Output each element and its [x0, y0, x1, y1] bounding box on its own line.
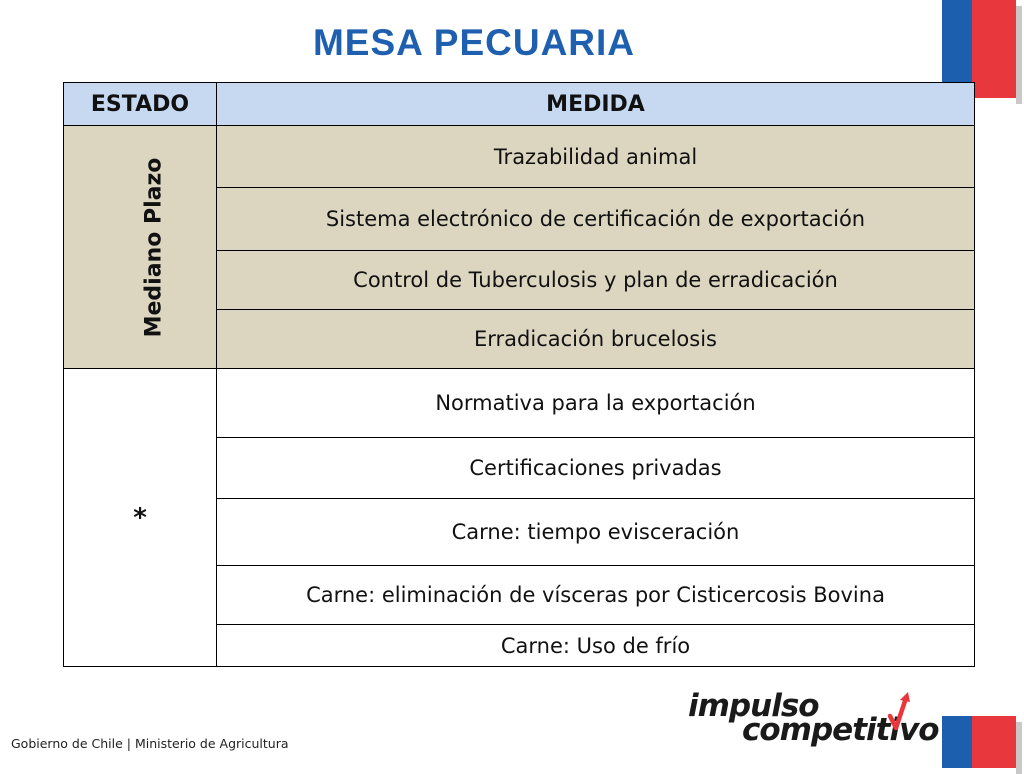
estado-label: * [133, 502, 147, 533]
checkmark-arrow-icon [886, 690, 912, 734]
footer-text: Gobierno de Chile | Ministerio de Agricultura [11, 736, 289, 751]
header-estado: ESTADO [64, 83, 217, 126]
medida-cell: Sistema electrónico de certificación de exportación [217, 188, 975, 251]
impulso-competitivo-logo [688, 688, 939, 748]
medida-cell: Trazabilidad animal [217, 126, 975, 188]
table-header-row [64, 83, 975, 126]
medida-cell: Normativa para la exportación [217, 369, 975, 438]
table-row [64, 126, 975, 188]
header-medida: MEDIDA [217, 83, 975, 126]
medida-cell: Certificaciones privadas [217, 438, 975, 499]
page-title: MESA PECUARIA [312, 22, 636, 63]
measures-table [63, 82, 975, 667]
logo-line2: competitivo [742, 712, 939, 748]
medida-cell: Carne: tiempo evisceración [217, 499, 975, 566]
medida-cell: Carne: Uso de frío [217, 625, 975, 667]
flag-decoration-bottom [942, 716, 1016, 768]
estado-cell-mediano-plazo [64, 126, 217, 369]
table-row [64, 369, 975, 438]
medida-cell: Erradicación brucelosis [217, 310, 975, 369]
estado-cell-asterisk [64, 369, 217, 667]
medida-cell: Control de Tuberculosis y plan de erradicación [217, 251, 975, 310]
estado-label: Mediano Plazo [141, 157, 167, 337]
medida-cell: Carne: eliminación de vísceras por Cisticercosis Bovina [217, 566, 975, 625]
logo-line1: impulso [688, 688, 819, 724]
